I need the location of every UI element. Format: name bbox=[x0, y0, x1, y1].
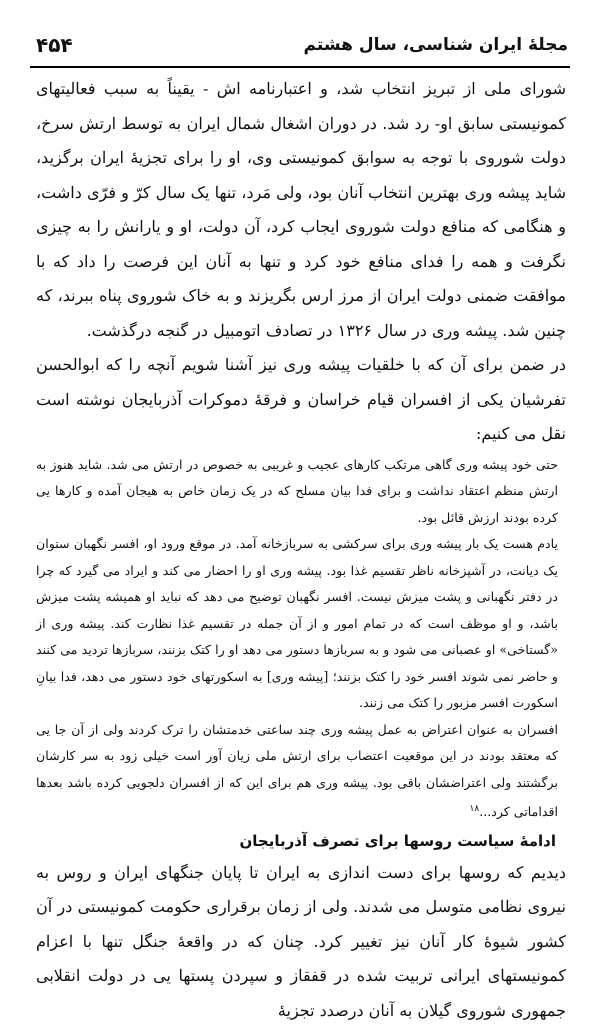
section-heading: ادامهٔ سیاست روسها برای تصرف آذربایجان bbox=[239, 831, 556, 850]
quote-paragraph-1: حتی خود پیشه وری گاهی مرتکب کارهای عجیب و غریبی به خصوص در ارتش می شد. شاید هنوز به ارتش منظم اعتقاد نداشت و برای فدا بیان مسلح که در یک زمان خاص به هیجان آمده و کارها یی کرده بودند ارزش قائل بود. bbox=[36, 456, 558, 525]
page-number: ۴۵۴ bbox=[36, 33, 73, 57]
paragraph-1: شورای ملی از تبریز انتخاب شد، و اعتبارنامه اش - یقیناً به سبب فعالیتهای کمونیستی سابق او- رد شد. در دوران اشغال شمال ایران به توسط ارتش سرخ، دولت شوروی با توجه به سوابق کمونیستی وی، او را برای تجزیهٔ ایران برگزید، شاید پیشه وری بهترین انتخاب آنان بود، ولی مَرد، تنها یک سال کرّ و فرّی داشت، و هنگامی که منافع دولت شوروی ایجاب کرد، آن دولت، او و یارانش را به چیزی نگرفت و همه را فدای منافع خود کرد و تنها به آنان این فرصت را داد که با موافقت ضمنی دولت ایران از مرز ارس بگریزند و به خاک شوروی پناه ببرند، که چنین شد. پیشه وری در سال ۱۳۲۶ در تصادف اتومبیل در گنجه درگذشت. bbox=[36, 79, 567, 340]
footnote-marker: ۱۸ bbox=[469, 804, 480, 814]
header-rule bbox=[30, 66, 570, 68]
running-header bbox=[36, 30, 568, 60]
paragraph-2: در ضمن برای آن که با خلقیات پیشه وری نیز آشنا شویم آنچه را که ابوالحسن تفرشیان یکی از افسران قیام خراسان و فرقهٔ دموکرات آذربایجان نوشته است نقل می کنیم: bbox=[36, 355, 566, 443]
journal-title: مجلهٔ ایران شناسی، سال هشتم bbox=[303, 35, 568, 55]
quote-paragraph-2: یادم هست یک بار پیشه وری برای سرکشی به سربازخانه آمد. در موقع ورود او، افسر نگهبان ستوان یک دیانت، در آشپزخانه ناظر تقسیم غذا بود. پیشه وری او را احضار می کند و ایراد می گیرد که چرا در دفتر نگهبانی و پشت میزش نیست. افسر نگهبان توضیح می دهد که نباید او همیشه پشت میزش باشد، و او موظف است که در تمام امور و از آن جمله در تقسیم غذا نظارت کند. پیشه وری از «گستاخی» او عصبانی می شود و به سربازها دستور می دهد او را کتک بزنند، سربازها تردید می کنند و حاضر نمی شوند افسر خود را کتک بزنند؛ [پیشه وری] به اسکورتهای خود دستور می دهد، فدا بیانِ اسکورت افسر مزبور را کتک می زنند. bbox=[36, 536, 558, 710]
page-body bbox=[36, 72, 566, 1028]
block-quote bbox=[36, 452, 566, 826]
quote-paragraph-3-text: افسران به عنوان اعتراض به عمل پیشه وری چند ساعتی خدمتشان را ترک کردند ولی از آن جا یی که معتقد بودند در این موقعیت اعتصاب برای ارتش ملی زیان آور است خیلی زود به سر کارشان برگشتند ولی اعتراضشان باقی بود. پیشه وری هم برای این که از افسران دلجویی کرده باشد بعدها اقداماتی کرد... bbox=[36, 721, 558, 820]
paragraph-3: دیدیم که روسها برای دست اندازی به ایران تا پایان جنگهای ایران و روس به نیروی نظامی متوسل می شدند. ولی از زمان برقراری حکومت کمونیستی در آن کشور شیوهٔ کار آنان نیز تغییر کرد. چنان که در واقعهٔ جنگل تنها با اعزام کمونیستهای ایرانی تربیت شده در قفقاز و سپردن پستها یی در دولت انقلابی جمهوری شوروی گیلان به آنان درصدد تجزیهٔ bbox=[36, 862, 566, 1020]
quote-paragraph-3 bbox=[36, 717, 558, 826]
